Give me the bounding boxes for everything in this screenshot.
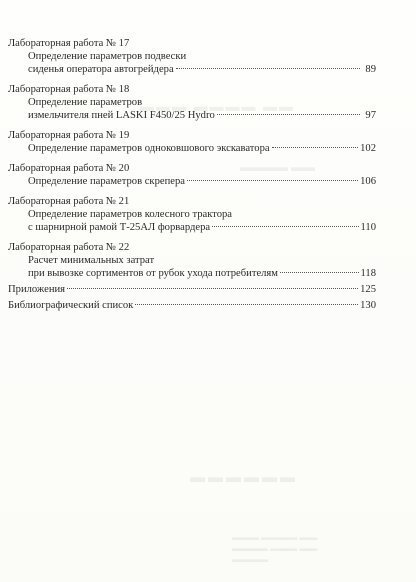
- show-through-mark: ▬▬▬ ▬▬▬▬ ▬▬ ▬▬▬▬ ▬▬▬ ▬▬ ▬▬▬▬: [232, 532, 318, 564]
- toc-entry-title: Лабораторная работа № 20: [8, 163, 130, 174]
- toc-entry-lab-18: [8, 83, 376, 122]
- toc-entry-title: Лабораторная работа № 19: [8, 130, 130, 141]
- dot-leader: [176, 68, 360, 69]
- show-through-mark: ▬▬▬ ▬▬▬▬ ▬▬: [140, 100, 295, 115]
- toc-entry-title: Лабораторная работа № 21: [8, 196, 130, 207]
- dot-leader: [67, 288, 358, 289]
- toc-entry-title: Библиографический список: [8, 300, 134, 311]
- toc-entry-appendix: [8, 283, 376, 296]
- dot-leader: [187, 180, 358, 181]
- toc-entry-row: [8, 175, 376, 188]
- toc-entry-row: [8, 109, 376, 122]
- table-of-contents: [8, 37, 376, 319]
- toc-entry-row: [8, 267, 376, 280]
- toc-entry-lab-21: [8, 195, 376, 234]
- toc-page-number: 102: [360, 143, 376, 154]
- toc-page-number: 89: [365, 64, 376, 75]
- toc-entry-lab-19: [8, 129, 376, 155]
- dot-leader: [280, 272, 358, 273]
- dot-leader: [212, 226, 358, 227]
- toc-entry-line: Расчет минимальных затрат: [28, 255, 155, 266]
- toc-entry-title: Лабораторная работа № 18: [8, 84, 130, 95]
- toc-entry-line: Определение параметров колесного трактора: [28, 209, 232, 220]
- toc-entry-row: [8, 63, 376, 76]
- dot-leader: [135, 304, 358, 305]
- toc-page-number: 97: [365, 110, 376, 121]
- toc-entry-line: Определение параметров подвески: [28, 51, 187, 62]
- toc-entry-row: [8, 142, 376, 155]
- show-through-mark: ▬▬▬▬▬▬: [190, 470, 298, 486]
- toc-entry-line: сиденья оператора автогрейдера: [28, 64, 174, 75]
- toc-page-number: 110: [360, 222, 376, 233]
- toc-page-number: 118: [360, 268, 376, 279]
- toc-entry-lab-22: [8, 241, 376, 280]
- dot-leader: [272, 147, 359, 148]
- toc-page-number: 125: [360, 284, 376, 295]
- toc-entry-title: Лабораторная работа № 22: [8, 242, 130, 253]
- toc-page-number: 130: [360, 300, 376, 311]
- dot-leader: [217, 114, 360, 115]
- show-through-mark: ▬▬▬▬ ▬▬: [240, 160, 315, 174]
- toc-entry-row: [8, 283, 376, 296]
- toc-entry-row: [8, 299, 376, 312]
- toc-entry-line: измельчителя пней LASKI F450/25 Hydro: [28, 110, 215, 121]
- toc-entry-lab-17: [8, 37, 376, 76]
- toc-entry-line: с шарнирной рамой Т-25АЛ форвардера: [28, 222, 211, 233]
- toc-entry-title: Лабораторная работа № 17: [8, 38, 130, 49]
- toc-entry-title: Приложения: [8, 284, 66, 295]
- toc-entry-lab-20: [8, 162, 376, 188]
- toc-entry-line: Определение параметров скрепера: [28, 176, 185, 187]
- toc-entry-line: при вывозке сортиментов от рубок ухода потребителям: [28, 268, 279, 279]
- toc-entry-line: Определение параметров: [28, 97, 143, 108]
- toc-entry-bibliography: [8, 299, 376, 312]
- toc-entry-line: Определение параметров одноковшового экскаватора: [28, 143, 270, 154]
- toc-page-number: 106: [360, 176, 376, 187]
- toc-entry-row: [8, 221, 376, 234]
